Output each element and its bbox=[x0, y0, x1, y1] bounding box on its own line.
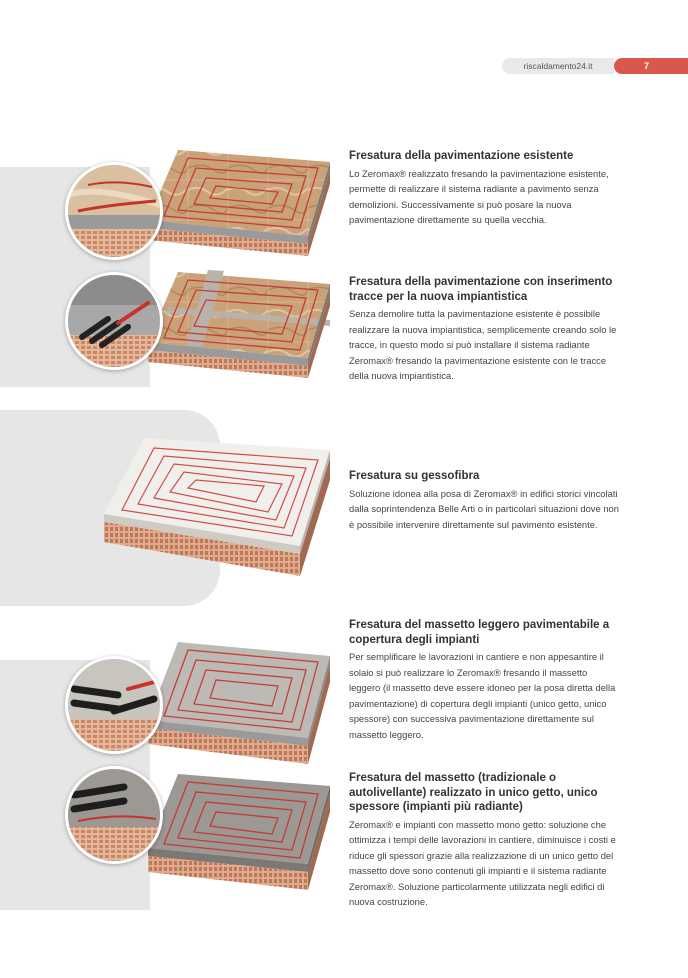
detail-circle bbox=[65, 766, 163, 864]
page-header bbox=[502, 58, 688, 74]
page-number: 7 bbox=[614, 58, 688, 74]
section-title: Fresatura del massetto (tradizionale o autolivellante) realizzato in unico getto, unico spessore (impianti più radiante) bbox=[349, 772, 598, 813]
section-title: Fresatura della pavimentazione esistente bbox=[349, 150, 574, 162]
section-title: Fresatura del massetto leggero pavimentabile a copertura degli impianti bbox=[349, 619, 610, 646]
floor-section-marble-icon bbox=[148, 140, 330, 258]
detail-circle bbox=[65, 656, 163, 754]
floor-section-gypsum-icon bbox=[104, 430, 330, 580]
site-name[interactable]: riscaldamento24.it bbox=[502, 58, 614, 74]
detail-circle bbox=[65, 272, 163, 370]
floor-section-screed-icon bbox=[148, 764, 330, 892]
section-gypsum-fiber bbox=[349, 469, 619, 532]
detail-circle bbox=[65, 162, 163, 260]
floor-section-tracks-icon bbox=[148, 262, 330, 382]
section-existing-floor bbox=[349, 149, 619, 228]
section-light-screed bbox=[349, 618, 619, 742]
section-body: Per semplificare le lavorazioni in cantiere e non appesantire il solaio si può realizzare lo Zeromax® fresando il massetto leggero (il massetto deve essere idoneo per la posa diretta della pavimentazione) di copertura degli impianti (unico getto, unico spessore) con successiva pavimentazione direttamente sul massetto leggero. bbox=[349, 651, 616, 740]
section-single-pour-screed bbox=[349, 771, 619, 910]
section-title: Fresatura della pavimentazione con inserimento tracce per la nuova impiantistica bbox=[349, 276, 613, 303]
section-title: Fresatura su gessofibra bbox=[349, 470, 480, 482]
section-floor-with-tracks bbox=[349, 275, 619, 384]
section-body: Zeromax® e impianti con massetto mono getto: soluzione che ottimizza i tempi delle lavorazioni in cantiere, diminuisce i costi e riduce gli spessori grazie alla realizzazione di un unico getto del massetto dove sono contenuti gli impianti e il sistema radiante Zeromax®. Soluzione particolarmente utilizzata negli edifici di nuova costruzione. bbox=[349, 818, 616, 907]
section-body: Lo Zeromax® realizzato fresando la pavimentazione esistente, permette di realizzare il sistema radiante a pavimento senza demolizioni. Successivamente si può posare la nuova pavimentazione direttamente su quella vecchia. bbox=[349, 167, 609, 225]
section-body: Senza demolire tutta la pavimentazione esistente è possibile realizzare la nuova impiantistica, semplicemente creando solo le tracce, in questo modo si può installare il sistema radiante Zeromax® fresando la pavimentazione esistente con le tracce della nuova impiantistica. bbox=[349, 308, 617, 381]
section-body: Soluzione idonea alla posa di Zeromax® in edifici storici vincolati dalla soprintendenza Belle Arti o in particolari situazioni dove non è possibile intervenire direttamente sul pavimento esistente. bbox=[349, 487, 619, 530]
floor-section-light-screed-icon bbox=[148, 630, 330, 770]
